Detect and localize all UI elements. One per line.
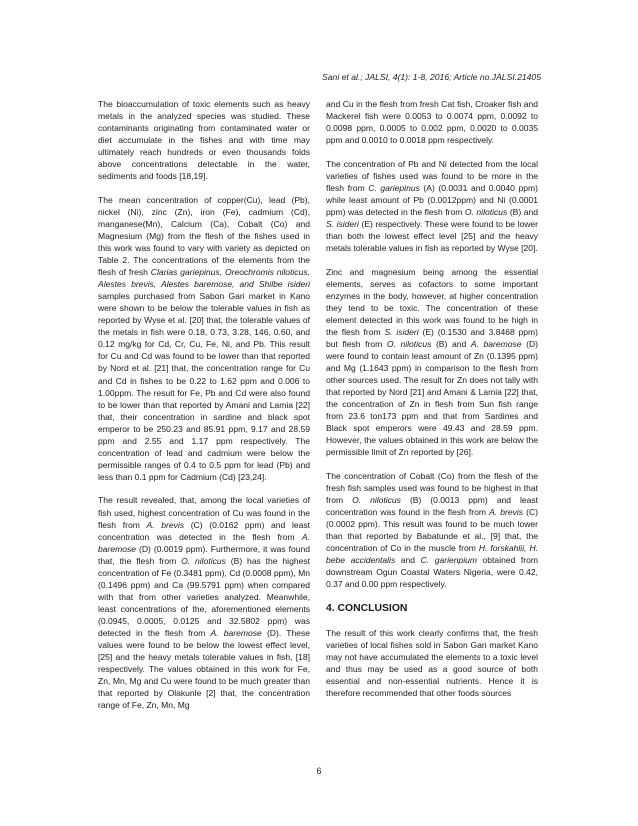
species-name: A. baremose xyxy=(470,338,522,349)
text-run: The mean concentration of copper(Cu), lead (Pb), nickel (Ni), zinc (Zn), iron (Fe), cadmium (Cd), manganese(Mn), Calcium (Ca), Cobalt (Co) and Magnesium (Mg) from the flesh of the fishes used in this work was found to vary with variety as depicted on Table 2. The concentrations of the elements from the flesh of fresh xyxy=(98,194,310,278)
species-name: S. isideri xyxy=(384,326,419,337)
species-name: A. baremose xyxy=(98,531,310,554)
text-run: The concentration of Cobalt (Co) from the flesh of the fresh fish samples used was found to be highest in that from xyxy=(326,470,538,505)
text-run: (E) respectively. These were found to be lower than both the lowest effect level [25] and the heavy metals tolerable values in fish as reported by Wyse [20]. xyxy=(326,218,539,254)
species-name: A. brevis xyxy=(146,519,185,530)
species-name: A. brevis xyxy=(489,506,524,517)
text-run: (D) were found to contain least amount of Zn (0.1395 ppm) and Mg (1.1643 ppm) in comparison to the flesh from other sources used. The result for Zn does not tally with that reported by Nord [21] and Amani & Lamia [22] that, the concentration of Zn in flesh from Sun fish range from 23.6 ton173 ppm and that from Sardines and Black spot emperors were 49.43 and 28.59 ppm. However, the values obtained in this work are below the permissible limit of Zn reported by [26]. xyxy=(326,338,538,458)
text-run: (C) (0.0002 ppm). This result was found to be much lower than that reported by Babatunde et al., [9] that, the concentration of Co in the muscle from xyxy=(326,506,538,554)
species-name: A. baremose xyxy=(210,627,262,638)
text-run: (D). These values were found to be below the lowest effect level, [25] and the heavy metals tolerable values in fish, [18] respectively. The values obtained in this work for Fe, Zn, Mn, Mg and Cu were found to be much greater than that reported by Olakunle [2] that, the concentration range of Fe, Zn, Mn, Mg xyxy=(98,627,310,711)
text-run: samples purchased from Sabon Gari market in Kano were shown to be below the tolerable values in fish as reported by Wyse et al. [20] that, the tolerable values of the metals in fish were 0.18, 0.73, 3.28, 146, 0.60, and 0.12 mg/kg for Cd, Cr, Cu, Fe, Ni, and Pb. This result for Cu and Cd was found to be lower than that reported by Nord et al. [21] that, the concentration range for Cu and Cd in fishes to be 0.22 to 1.62 ppm and 0.006 to 1.00ppm. The result for Fe, Pb and Cd were also found to be lower than that reported by Amani and Lamia [22] that, their concentration in sardine and black spot emperor to be 250.23 and 85.91 ppm, 9.17 and 28.59 ppm and 2.55 and 1.17 ppm respectively. The concentration of lead and cadmium were below the permissible ranges of 0.4 to 0.5 ppm for lead (Pb) and less than 0.1 ppm for Cadmium (Cd) [23,24]. xyxy=(98,291,310,482)
species-name: C. gariepinus xyxy=(368,182,420,193)
text-run: and xyxy=(395,555,421,566)
left-column xyxy=(98,98,310,723)
species-name: O. niloticus xyxy=(464,206,508,217)
text-run: The result revealed, that, among the local varieties of fish used, highest concentration of Cu was found in the flesh from xyxy=(98,495,310,530)
species-names: Clarias gariepinus, Oreochromis niloticus, Alestes brevis, Alestes baremose, and Shilbe isideri xyxy=(98,267,310,290)
text-run: (B) (0.0013 ppm) and least concentration was found in the flesh from xyxy=(326,494,539,517)
species-name: H. forskahlii, H. bebe accidentalis xyxy=(326,543,538,566)
paragraph-conclusion: The result of this work clearly confirms that, the fresh varieties of local fishes sold in Sabon Gari market Kano may not have accumulated the elements to a toxic level and thus may be used as a good source of both essential and non-essential nutrients. Hence it is therefore recommended that other foods sources xyxy=(326,627,538,699)
text-run: (E) (0.1530 and 3.8468 ppm) but flesh from xyxy=(326,326,538,349)
species-name: O. niloticus xyxy=(352,494,401,505)
running-header: Sani et al.; JALSI, 4(1): 1-8, 2016; Article no.JALSI.21405 xyxy=(322,72,541,82)
paragraph-pb-ni xyxy=(326,158,538,254)
paragraph-result-revealed xyxy=(98,494,310,711)
species-name: S. isideri xyxy=(326,218,359,229)
text-run: (C) (0.0162 ppm) and least concentration was detected in the flesh from xyxy=(98,519,310,542)
section-heading-conclusion: 4. CONCLUSION xyxy=(326,602,408,614)
paragraph-zinc-magnesium xyxy=(326,266,538,459)
page-number: 6 xyxy=(316,766,322,776)
species-name: O. niloticus xyxy=(181,555,226,566)
paragraph-cobalt xyxy=(326,470,538,590)
species-name: O. niloticus xyxy=(386,338,432,349)
right-column xyxy=(326,98,538,711)
text-run: (B) has the highest concentration of Fe (0.3481 ppm), Cd (0.0008 ppm), Mn (0.1496 ppm) and Ca (99.5791 ppm) when compared with that from other varieties analyzed. Meanwhile, least concentrations of the, aforementioned elements (0.0945, 0.0005, 0.0125 and 32.5802 ppm) was detected in the flesh from xyxy=(98,555,310,638)
text-run: The concentration of Pb and Ni detected from the local varieties of fishes used was found to be more in the flesh from xyxy=(326,158,538,193)
paragraph-continued: and Cu in the flesh from fresh Cat fish, Croaker fish and Mackerel fish were 0.0053 to 0.0074 ppm, 0.0092 to 0.0098 ppm, 0.0005 to 0.002 ppm, 0.0020 to 0.0035 ppm and 0.0010 to 0.0018 ppm respectively. xyxy=(326,99,538,146)
text-run: Zinc and magnesium being among the essential elements, serves as cofactors to some important enzymes in the body, however, at higher concentration they tend to be toxic. The concentration of these element detected in this work was found to be high in the flesh from xyxy=(326,266,538,337)
text-run: (B) and xyxy=(431,338,471,349)
paragraph-bioaccumulation: The bioaccumulation of toxic elements such as heavy metals in the analyzed species was studied. These contaminants originating from contaminated water or diet accumulate in the fishes and with time may ultimately reach hundreds or even thousands folds above concentrations detectable in the water, sediments and foods [18,19]. xyxy=(98,99,310,182)
text-run: (B) and xyxy=(507,206,539,217)
text-run: (D) (0.0019 ppm). Furthermore, it was found that, the flesh from xyxy=(98,543,310,566)
paragraph-mean-concentration xyxy=(98,194,310,483)
text-run: obtained from downstream Ogun Coastal Waters Nigeria, were 0.42, 0.37 and 0.00 ppm respectively. xyxy=(326,555,538,590)
species-name: C. garienpium xyxy=(420,555,477,566)
text-run: (A) (0.0031 and 0.0040 ppm) while least amount of Pb (0.0012ppm) and Ni (0.0001 ppm) was detected in the flesh from xyxy=(326,182,538,217)
